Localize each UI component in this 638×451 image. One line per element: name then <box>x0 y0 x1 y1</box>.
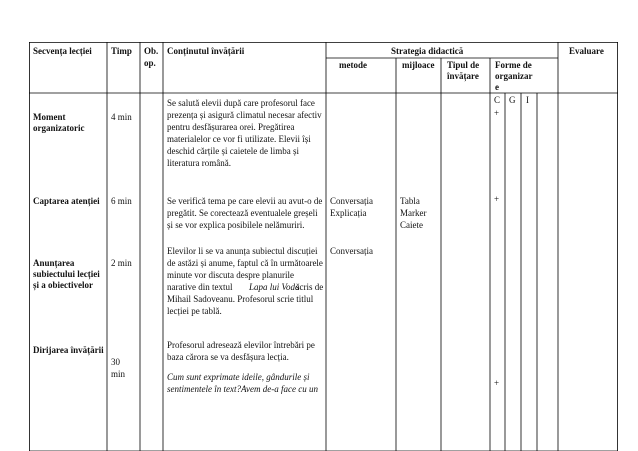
header-timp: Timp <box>111 46 132 56</box>
header-forme-line2: organizar <box>495 71 533 81</box>
header-forme-line1: Forme de <box>495 60 532 70</box>
row3-continut-line: minute vor discuta despre planurile <box>167 270 294 280</box>
header-tipul-line1: Tipul de <box>447 60 480 70</box>
row4-continut-line: baza cărora se va desfășura lecția. <box>167 352 289 362</box>
header-secventa: Secvența lecției <box>33 46 92 56</box>
row2-continut-line: Se verifică tema pe care elevii au avut-o de <box>167 196 323 206</box>
row3-continut-line: narative din textul <box>167 282 233 292</box>
header-forme-line3: e <box>495 82 499 92</box>
row1-continut-line: Se salută elevii după care profesorul face <box>167 98 315 108</box>
row1-continut-line: pentru desfășurarea orei. Pregătirea <box>167 122 295 132</box>
row3-metode-item: Conversația <box>330 246 373 256</box>
row2-secventa: Captarea atenției <box>33 196 100 206</box>
table-grid-lines <box>29 42 618 451</box>
row4-timp-line2: min <box>111 369 126 379</box>
row2-continut-line: pregătit. Se corectează eventualele greșeli <box>167 208 318 218</box>
row2-mijloace-item: Caiete <box>400 220 423 230</box>
row2-forme-c-mark: + <box>494 194 500 204</box>
header-evaluare: Evaluare <box>569 46 604 56</box>
row1-continut-line: prezența și asigură climatul necesar afectiv <box>167 110 322 120</box>
header-continut: Conținutul învățării <box>167 46 245 56</box>
row3-continut-line: lecției pe tablă. <box>167 306 222 316</box>
row3-continut-line: Elevilor li se va anunța subiectul discuției <box>167 246 318 256</box>
row3-secventa-line2: subiectului lecției <box>33 269 100 279</box>
row3-continut-line: Mihail Sadoveanu. Profesorul scrie titlul <box>167 294 314 304</box>
row2-metode-item: Conversația <box>330 196 373 206</box>
row3-secventa-line1: Anunțarea <box>33 258 75 268</box>
row3-continut-line: scris de <box>296 282 324 292</box>
row3-secventa-line3: și a obiectivelor <box>33 280 93 290</box>
forme-c-label: C <box>494 95 501 105</box>
row1-secventa-line2: organizatoric <box>33 123 85 133</box>
row1-continut-line: materialelor ce vor fi utilizate. Elevii își <box>167 134 311 144</box>
lesson-plan-table <box>29 42 618 451</box>
header-tipul-line2: învățare <box>447 71 479 81</box>
row2-mijloace-item: Tabla <box>400 196 420 206</box>
row4-continut-italic-line: sentimentele în text?Avem de-a face cu un <box>167 384 318 394</box>
row2-metode-item: Explicația <box>330 208 367 218</box>
row1-secventa-line1: Moment <box>33 112 66 122</box>
header-strategia: Strategia didactică <box>391 46 464 56</box>
row4-secventa: Dirijarea învățării <box>33 345 104 355</box>
forme-i-label: I <box>526 95 529 105</box>
header-ob-line2: op. <box>144 58 156 68</box>
header-metode: metode <box>339 60 367 70</box>
header-mijloace: mijloace <box>402 60 435 70</box>
row2-timp: 6 min <box>111 196 132 206</box>
row3-timp: 2 min <box>111 258 132 268</box>
header-ob-line1: Ob. <box>144 46 159 56</box>
row3-continut-title: Lapa lui Vodă <box>249 282 300 292</box>
row1-timp: 4 min <box>111 112 132 122</box>
row2-mijloace-item: Marker <box>400 208 427 218</box>
forme-g-label: G <box>509 95 516 105</box>
row2-continut-line: și se vor explica posibilele nelămuriri. <box>167 220 305 230</box>
row1-continut-line: literatura română. <box>167 158 231 168</box>
row1-continut-line: deschid cărțile și caietele de limba și <box>167 146 299 156</box>
row4-continut-line: Profesorul adresează elevilor întrebări pe <box>167 340 315 350</box>
row1-forme-c-mark: + <box>494 108 500 118</box>
row3-continut-line: de astăzi și anume, faptul că în următoarele <box>167 258 323 268</box>
row4-timp-line1: 30 <box>111 357 120 367</box>
row4-continut-italic-line: Cum sunt exprimate ideile, gândurile și <box>167 372 310 382</box>
row4-forme-c-mark: + <box>494 378 500 388</box>
